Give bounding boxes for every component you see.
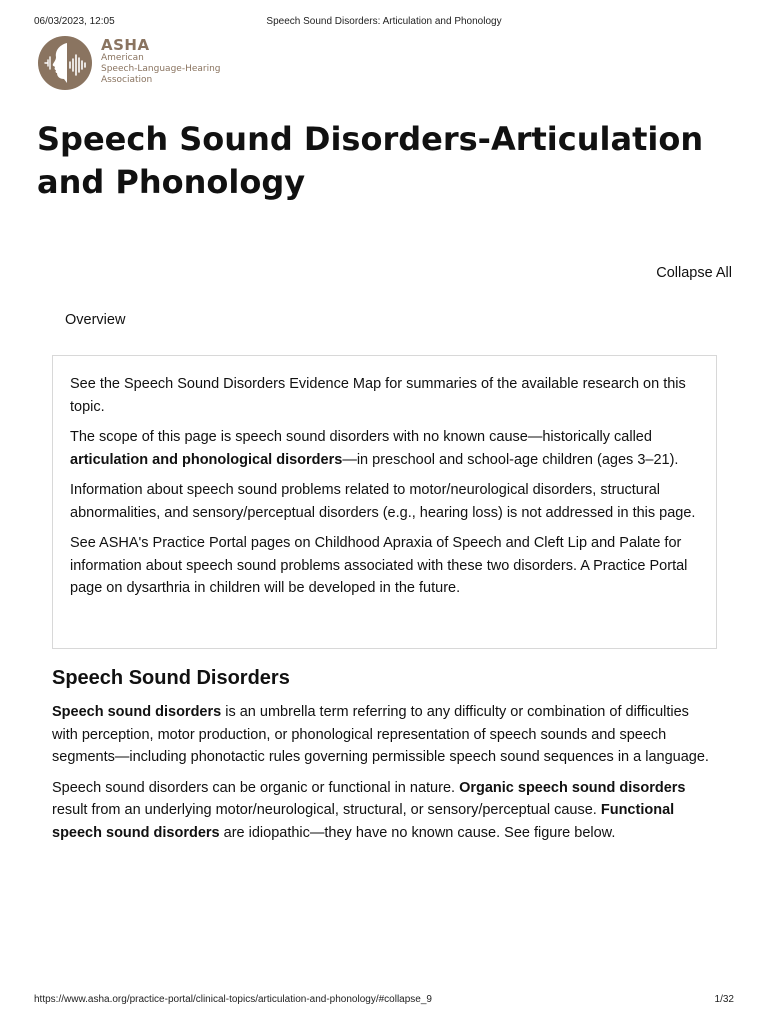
- speech-sound-disorders-section: [52, 665, 717, 852]
- overview-paragraph-3: Information about speech sound problems related to motor/neurological disorders, structural abnormalities, and sensory/perceptual disorders (e.g., hearing loss) is not addressed in this page.: [70, 482, 696, 521]
- section-p1-bold: Speech sound disorders: [52, 704, 222, 720]
- logo-abbr: ASHA: [101, 36, 150, 54]
- asha-logo[interactable]: [37, 35, 237, 91]
- asha-logo-icon: [37, 35, 93, 91]
- section-p2-post: are idiopathic—they have no known cause. See figure below.: [219, 824, 616, 841]
- logo-line-1: American: [101, 53, 144, 63]
- collapse-all-button[interactable]: Collapse All: [656, 265, 732, 281]
- print-datetime: 06/03/2023, 12:05: [34, 16, 115, 27]
- section-p1-rest: is an umbrella term referring to any difficulty or combination of difficulties with perception, motor production, or phonological representation of speech sounds and speech segments—including phonotactic rules governing permissible speech sound sequences in a language.: [52, 704, 709, 765]
- overview-p2-bold: articulation and phonological disorders: [70, 451, 343, 468]
- section-p2-bold-1: Organic speech sound disorders: [459, 779, 686, 796]
- section-p2-mid: result from an underlying motor/neurological, structural, or sensory/perceptual cause.: [52, 802, 601, 818]
- overview-toggle[interactable]: Overview: [65, 312, 126, 328]
- overview-p2-post: —in preschool and school-age children (ages 3–21).: [342, 451, 679, 468]
- footer-url: https://www.asha.org/practice-portal/clinical-topics/articulation-and-phonology/#collapse_9: [34, 994, 432, 1005]
- logo-line-3: Association: [101, 75, 153, 85]
- overview-p2-pre: The scope of this page is speech sound disorders with no known cause—historically called: [70, 429, 652, 445]
- section-paragraph-2: [52, 777, 717, 845]
- page-title: Speech Sound Disorders-Articulation and Phonology: [37, 120, 704, 201]
- overview-paragraph-1: See the Speech Sound Disorders Evidence Map for summaries of the available research on this topic.: [70, 376, 686, 415]
- overview-paragraph-2: [70, 426, 699, 471]
- logo-line-2: Speech-Language-Hearing: [101, 64, 221, 74]
- footer-page-number: 1/32: [714, 994, 734, 1005]
- section-heading: Speech Sound Disorders: [52, 667, 290, 689]
- print-doc-title: Speech Sound Disorders: Articulation and Phonology: [266, 16, 502, 27]
- overview-panel: [52, 355, 717, 649]
- section-p2-bold-2: Functional speech sound disorders: [52, 802, 675, 841]
- section-paragraph-1: [52, 701, 717, 769]
- overview-paragraph-4: See ASHA's Practice Portal pages on Childhood Apraxia of Speech and Cleft Lip and Palate for information about speech sound problems associated with these two disorders. A Practice Portal page on dysarthria in children will be developed in the future.: [70, 535, 688, 596]
- section-p2-pre: Speech sound disorders can be organic or functional in nature.: [52, 779, 460, 796]
